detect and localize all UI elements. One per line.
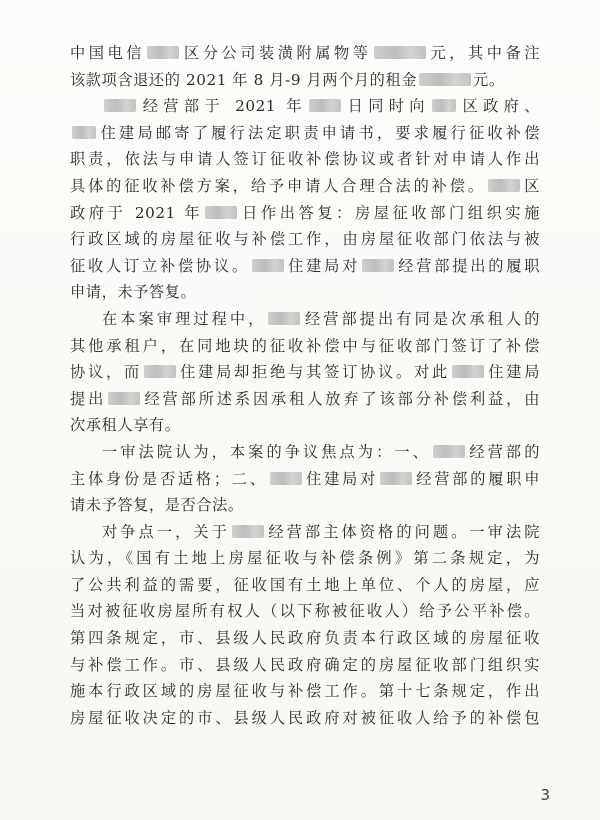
text-segment: 经营部提出的履职 [396,256,540,275]
text-line [70,519,540,546]
text-segment: 住建局 [486,363,541,382]
text-segment: 主体身份是否适格；二、 [70,469,268,488]
body-text [70,40,540,731]
text-segment: 在本案审理过程中， [102,309,267,328]
text-line [70,625,540,652]
text-segment: 提出 [70,389,107,408]
text-segment: 元。 [473,70,505,89]
redaction-mark [104,99,136,112]
text-segment: 政府于 2021 年 [70,203,204,222]
text-segment: 住建局对 [285,256,361,275]
text-line [70,386,540,413]
text-line [70,652,540,679]
text-segment: 区政府、 [457,97,541,116]
text-segment: 请未予答复，是否合法。 [70,496,244,515]
text-line [70,705,540,732]
text-segment: 协议，而 [70,363,142,382]
text-segment: 职责，依法与申请人签订征收补偿协议或者针对申请人作出 [70,150,540,169]
redaction-mark [432,99,456,112]
text-segment: 次承租人享有。 [70,416,181,435]
redaction-mark [452,365,484,378]
text-segment: 行政区域的房屋征收与补偿工作，由房屋征收部门依法与被 [70,230,540,249]
redaction-mark [270,472,302,485]
redaction-mark [147,46,179,59]
redaction-mark [108,392,140,405]
text-segment: 住建局却拒绝与其签订协议。对此 [177,363,451,382]
text-line [70,67,540,94]
redaction-mark [205,206,237,219]
text-line [70,333,540,360]
redaction-mark [144,365,176,378]
text-segment: 认为，《国有土地上房屋征收与补偿条例》第二条规定，为 [70,549,540,568]
text-segment: 对争点一，关于 [102,522,230,541]
redaction-mark [374,46,426,59]
text-segment: 与补偿工作。市、县级人民政府确定的房屋征收部门组织实 [70,655,540,674]
text-line [70,200,540,227]
text-line [70,545,540,572]
text-line [70,279,540,306]
text-segment: 日作出答复：房屋征收部门组织实施 [239,203,540,222]
text-segment: 征收人订立补偿协议。 [70,256,250,275]
text-line [70,93,540,120]
redaction-mark [433,445,465,458]
text-line [70,439,540,466]
text-line [70,173,540,200]
text-segment: 中国电信 [70,44,146,62]
text-segment: 了公共利益的需要，征收国有土地上单位、个人的房屋，应 [70,575,540,594]
text-segment: 经营部提出有同是次承租人的 [302,309,540,328]
text-segment: 该款项含退还的 2021 年 8 月-9 月两个月的租金 [70,70,418,89]
redaction-mark [309,99,341,112]
text-segment: 经营部的 [466,442,540,461]
text-line [70,492,540,519]
text-line [70,359,540,386]
text-segment: 其他承租户，在同地块的征收补偿中与征收部门签订了补偿 [70,336,540,355]
redaction-mark [419,73,471,86]
text-line [70,678,540,705]
text-segment: 当对被征收房屋所有权人（以下称被征收人）给予公平补偿。 [70,602,540,621]
text-line [70,40,540,67]
text-segment: 一审法院认为，本案的争议焦点为：一、 [102,442,431,461]
text-segment: 经营部主体资格的问题。一审法院 [265,522,541,541]
text-line [70,306,540,333]
text-segment: 经营部的履职申 [414,469,540,488]
text-segment: 具体的征收补偿方案，给予申请人合理合法的补偿。 [70,176,486,195]
text-line [70,146,540,173]
text-segment: 施本行政区域的房屋征收与补偿工作。第十七条规定，作出 [70,682,540,701]
text-line [70,598,540,625]
text-segment: 区分公司装潢附属物等 [181,44,372,62]
text-segment: 区 [521,176,540,195]
text-segment: 房屋征收决定的市、县级人民政府对被征收人给予的补偿包 [70,708,540,727]
redaction-mark [380,472,412,485]
page-number: 3 [540,786,550,804]
redaction-mark [488,179,520,192]
text-line [70,466,540,493]
redaction-mark [232,525,264,538]
text-line [70,412,540,439]
text-line [70,226,540,253]
text-segment: 元，其中备注 [427,44,541,62]
text-segment: 经营部于 2021 年 [138,97,307,116]
text-line [70,120,540,147]
redaction-mark [362,259,394,272]
text-segment: 住建局邮寄了履行法定职责申请书，要求履行征收补偿 [98,123,540,142]
text-segment: 住建局对 [303,469,379,488]
redaction-mark [72,126,96,139]
text-segment: 经营部所述系因承租人放弃了该部分补偿利益，由 [142,389,540,408]
redaction-mark [252,259,284,272]
redaction-mark [268,312,300,325]
text-segment: 申请，未予答复。 [70,283,197,302]
text-line [70,572,540,599]
text-segment: 日同时向 [342,97,430,116]
text-line [70,253,540,280]
text-segment: 第四条规定，市、县级人民政府负责本行政区域的房屋征收 [70,629,540,648]
